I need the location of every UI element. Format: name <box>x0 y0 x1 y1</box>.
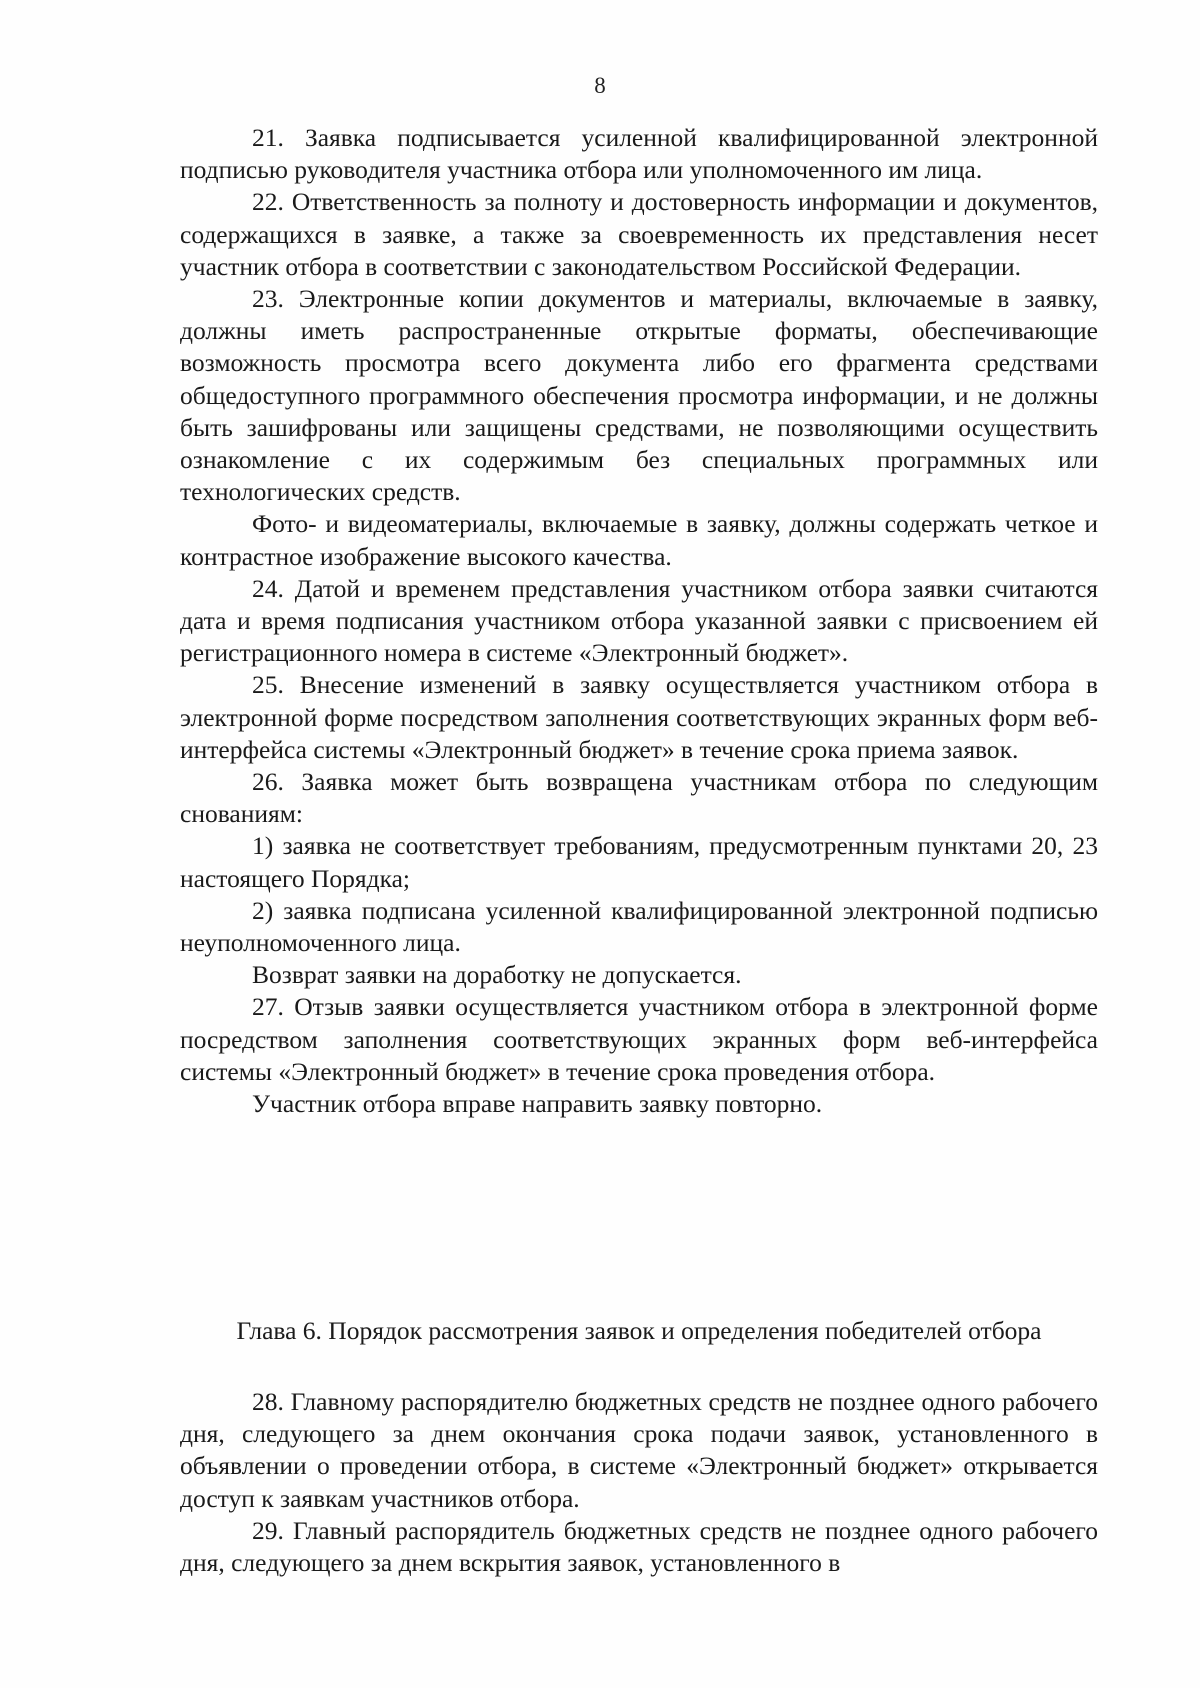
paragraph-21: 21. Заявка подписывается усиленной квалифицированной электронной подписью руководителя участника отбора или уполномоченного им лица. <box>180 123 1098 185</box>
paragraph-29: 29. Главный распорядитель бюджетных средств не позднее одного рабочего дня, следующего за днем вскрытия заявок, установленного в <box>180 1515 1098 1578</box>
paragraph-27: 27. Отзыв заявки осуществляется участником отбора в электронной форме посредством заполнения соответствующих экранных форм веб-интерфейса системы «Электронный бюджет» в течение срока проведения отбора. <box>180 992 1098 1086</box>
chapter-heading: Глава 6. Порядок рассмотрения заявок и определения победителей отбора <box>236 1316 1042 1345</box>
page-number: 8 <box>594 73 606 98</box>
paragraph-26-item-1: 1) заявка не соответствует требованиям, предусмотренным пунктами 20, 23 настоящего Порядка; <box>180 831 1098 893</box>
body-text-top <box>180 122 1098 1120</box>
paragraph-22: 22. Ответственность за полноту и достоверность информации и документов, содержащихся в заявке, а также за своевременность их представления несет участник отбора в соответствии с законодательством Российской Федерации. <box>180 187 1098 281</box>
paragraph-return-note: Возврат заявки на доработку не допускается. <box>252 960 742 990</box>
paragraph-photo-video: Фото- и видеоматериалы, включаемые в заявку, должны содержать четкое и контрастное изображение высокого качества. <box>180 509 1098 571</box>
paragraph-26: 26. Заявка может быть возвращена участникам отбора по следующим снованиям: <box>180 767 1098 829</box>
paragraph-28: 28. Главному распорядителю бюджетных средств не позднее одного рабочего дня, следующего за днем окончания срока подачи заявок, установленного в объявлении о проведении отбора, в системе «Электронный бюджет» открывается доступ к заявкам участников отбора. <box>180 1387 1098 1513</box>
paragraph-26-item-2: 2) заявка подписана усиленной квалифицированной электронной подписью неуполномоченного лица. <box>180 895 1098 958</box>
paragraph-25: 25. Внесение изменений в заявку осуществляется участником отбора в электронной форме посредством заполнения соответствующих экранных форм веб-интерфейса системы «Электронный бюджет» в течение срока приема заявок. <box>180 670 1098 764</box>
paragraph-23: 23. Электронные копии документов и материалы, включаемые в заявку, должны иметь распространенные открытые форматы, обеспечивающие возможность просмотра всего документа либо его фрагмента средствами общедоступного программного обеспечения просмотра информации, и не должны быть зашифрованы или защищены средствами, не позволяющими осуществить ознакомление с их содержимым без специальных программных или технологических средств. <box>180 284 1098 507</box>
paragraph-24: 24. Датой и временем представления участником отбора заявки считаются дата и время подписания участником отбора указанной заявки с присвоением ей регистрационного номера в системе «Электронный бюджет». <box>180 573 1098 668</box>
body-text-bottom <box>180 1386 1098 1579</box>
paragraph-resubmit-note: Участник отбора вправе направить заявку повторно. <box>252 1089 823 1119</box>
